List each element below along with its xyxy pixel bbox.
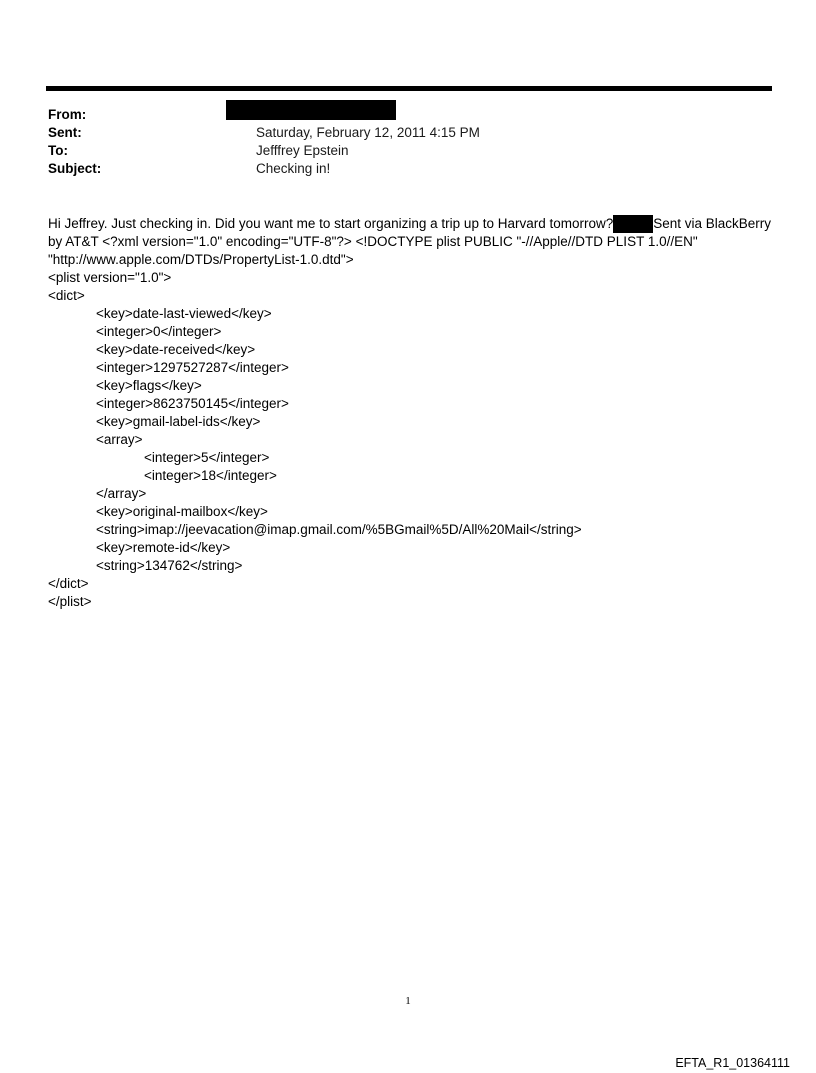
email-body [48,215,778,611]
to-label: To: [48,143,68,158]
plist-line: <dict> [48,288,85,303]
plist-line: <integer>18</integer> [144,468,277,483]
body-line-1-signature: Sent via BlackBerry [653,216,772,231]
plist-line: </plist> [48,594,92,609]
sent-row [48,124,748,142]
plist-line: <integer>5</integer> [144,450,270,465]
plist-line: </dict> [48,576,89,591]
plist-line: <integer>0</integer> [96,324,222,339]
subject-row [48,160,748,178]
plist-line: <integer>1297527287</integer> [96,360,289,375]
plist-line: <key>remote-id</key> [96,540,231,555]
body-line-1-text: Hi Jeffrey. Just checking in. Did you want me to start organizing a trip up to Harvard tomorrow? [48,216,614,231]
plist-line: <key>original-mailbox</key> [96,504,268,519]
body-line-2: by AT&T <?xml version="1.0" encoding="UTF-8"?> <!DOCTYPE plist PUBLIC "-//Apple//DTD PLIST 1.0//EN" [48,234,698,249]
plist-line: <string>134762</string> [96,558,243,573]
sent-label: Sent: [48,125,82,140]
to-row [48,142,748,160]
body-line-3: "http://www.apple.com/DTDs/PropertyList-1.0.dtd"> [48,252,354,267]
bates-number: EFTA_R1_01364111 [675,1056,790,1070]
body-line-1 [48,215,778,233]
email-header [48,106,748,178]
plist-line: </array> [96,486,147,501]
plist-line: <key>flags</key> [96,378,202,393]
from-row [48,106,748,124]
subject-label: Subject: [48,161,102,176]
to-value: Jefffrey Epstein [256,143,349,158]
subject-value: Checking in! [256,161,331,176]
plist-line: <plist version="1.0"> [48,270,172,285]
plist-line: <string>imap://jeevacation@imap.gmail.com/%5BGmail%5D/All%20Mail</string> [96,522,582,537]
page-number: 1 [405,995,411,1007]
plist-line: <key>gmail-label-ids</key> [96,414,261,429]
plist-block [48,269,778,611]
plist-line: <key>date-received</key> [96,342,256,357]
redaction-block-inline [613,215,653,233]
header-divider [46,86,772,91]
plist-line: <array> [96,432,143,447]
plist-line: <integer>8623750145</integer> [96,396,289,411]
plist-line: <key>date-last-viewed</key> [96,306,272,321]
sent-value: Saturday, February 12, 2011 4:15 PM [256,125,480,140]
from-label: From: [48,107,87,122]
